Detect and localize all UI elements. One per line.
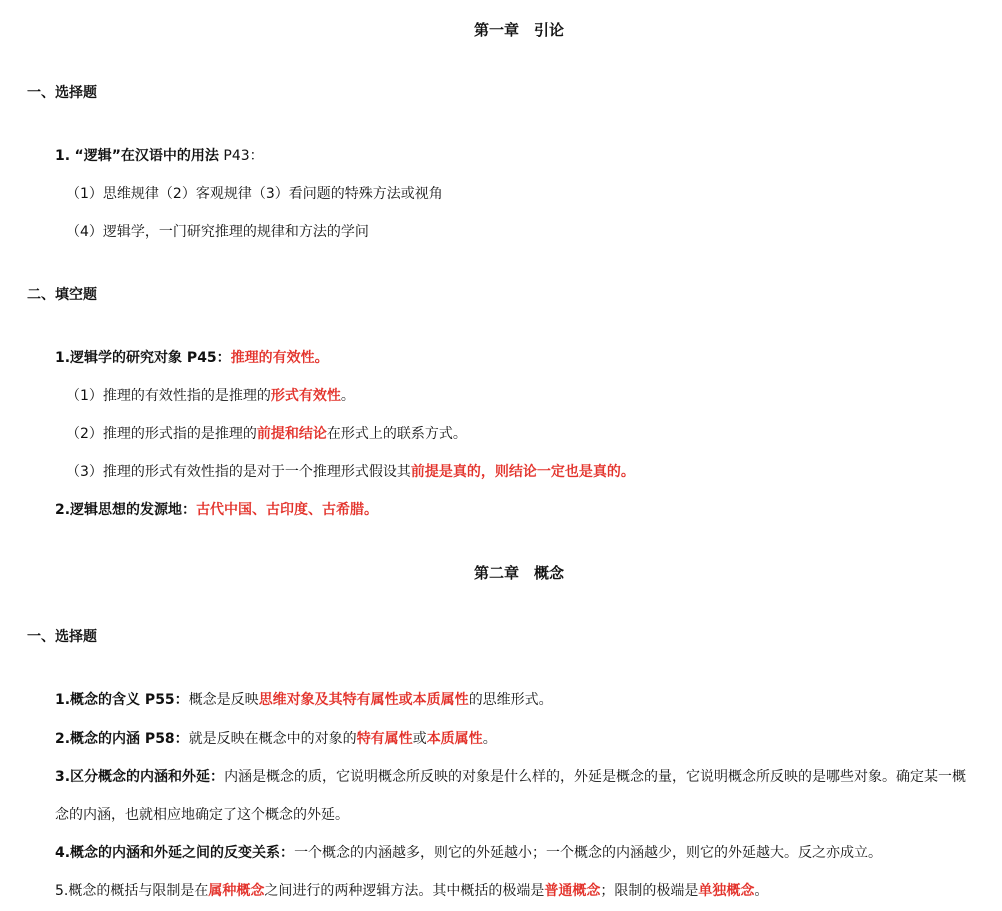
ch1-fill-sub-1-text: （1）推理的有效性指的是推理的 bbox=[66, 388, 271, 404]
ch2-item-3 bbox=[55, 767, 966, 787]
ch1-q1-options-line-1: （1）思维规律（2）客观规律（3）看问题的特殊方法或视角 bbox=[66, 186, 443, 202]
ch1-fill-q1-answer: 推理的有效性。 bbox=[230, 350, 329, 366]
ch2-item-5-answer-2: 普通概念 bbox=[544, 883, 601, 899]
ch2-section-1-heading: 一、选择题 bbox=[27, 629, 97, 645]
ch1-fill-sub-1-answer: 形式有效性 bbox=[270, 388, 341, 404]
ch1-q1 bbox=[55, 146, 264, 166]
ch2-item-5-mid-2: ；限制的极端是 bbox=[600, 883, 699, 899]
ch2-item-2-answer-1: 特有属性 bbox=[356, 731, 413, 747]
ch2-item-2-answer-2: 本质属性 bbox=[426, 731, 483, 747]
chapter-1-title: 第一章 引论 bbox=[473, 21, 564, 39]
ch2-item-2-text: 就是反映在概念中的对象的 bbox=[188, 731, 357, 747]
ch2-item-4-lead: 4.概念的内涵和外延之间的反变关系： bbox=[55, 845, 295, 861]
ch2-item-3-continuation: 念的内涵，也就相应地确定了这个概念的外延。 bbox=[55, 807, 349, 823]
ch2-item-5-answer-3: 单独概念 bbox=[698, 883, 755, 899]
ch1-fill-sub-3-text: （3）推理的形式有效性指的是对于一个推理形式假设其 bbox=[66, 464, 411, 480]
ch1-fill-q2 bbox=[55, 500, 378, 520]
ch1-fill-sub-1-end: 。 bbox=[340, 388, 355, 404]
ch2-item-5-text: 5.概念的概括与限制是在 bbox=[55, 883, 209, 899]
ch2-item-1-text: 概念是反映 bbox=[188, 692, 259, 708]
ch2-item-2-mid: 或 bbox=[412, 731, 427, 747]
ch2-item-2-lead: 2.概念的内涵 P58： bbox=[55, 731, 189, 747]
ch1-fill-q1 bbox=[55, 348, 329, 368]
ch2-item-1-answer: 思维对象及其特有属性或本质属性 bbox=[258, 692, 469, 708]
ch1-fill-sub-2-text: （2）推理的形式指的是推理的 bbox=[66, 426, 257, 442]
ch1-section-1-heading: 一、选择题 bbox=[27, 85, 97, 101]
ch1-fill-sub-1 bbox=[66, 386, 355, 406]
ch1-fill-sub-2-answer: 前提和结论 bbox=[256, 426, 327, 442]
ch1-fill-sub-2 bbox=[66, 424, 467, 444]
ch2-item-5 bbox=[55, 881, 768, 901]
ch2-item-4 bbox=[55, 843, 882, 863]
ch1-fill-sub-3 bbox=[66, 462, 635, 482]
ch2-item-4-text: 一个概念的内涵越多，则它的外延越小；一个概念的内涵越少，则它的外延越大。反之亦成立。 bbox=[294, 845, 883, 861]
ch1-fill-q1-lead: 1.逻辑学的研究对象 P45： bbox=[55, 350, 231, 366]
ch2-item-2 bbox=[55, 729, 497, 749]
ch2-item-1 bbox=[55, 690, 553, 710]
ch1-section-2-heading: 二、填空题 bbox=[27, 287, 97, 303]
ch1-q1-page: P43： bbox=[223, 148, 264, 164]
ch2-item-2-end: 。 bbox=[482, 731, 497, 747]
chapter-2-title: 第二章 概念 bbox=[473, 564, 564, 582]
ch1-fill-sub-2-end: 在形式上的联系方式。 bbox=[326, 426, 467, 442]
ch2-item-1-end: 的思维形式。 bbox=[468, 692, 553, 708]
ch2-item-3-lead: 3.区分概念的内涵和外延： bbox=[55, 769, 225, 785]
ch2-item-5-mid-1: 之间进行的两种逻辑方法。其中概括的极端是 bbox=[264, 883, 545, 899]
ch1-q1-lead: “逻辑”在汉语中的用法 bbox=[74, 148, 219, 164]
ch2-item-5-end: 。 bbox=[754, 883, 769, 899]
ch1-fill-q2-answer: 古代中国、古印度、古希腊。 bbox=[196, 502, 379, 518]
ch1-fill-q2-lead: 2.逻辑思想的发源地： bbox=[55, 502, 197, 518]
ch1-fill-sub-3-answer: 前提是真的，则结论一定也是真的。 bbox=[410, 464, 635, 480]
ch1-q1-number: 1. bbox=[55, 148, 71, 164]
ch2-item-3-text-1: 内涵是概念的质，它说明概念所反映的对象是什么样的，外延是概念的量，它说明概念所反映的是哪些对象。确定某一概 bbox=[224, 769, 967, 785]
ch1-q1-options-line-2: （4）逻辑学，一门研究推理的规律和方法的学问 bbox=[66, 224, 369, 240]
ch2-item-5-answer-1: 属种概念 bbox=[208, 883, 265, 899]
ch2-item-1-lead: 1.概念的含义 P55： bbox=[55, 692, 189, 708]
